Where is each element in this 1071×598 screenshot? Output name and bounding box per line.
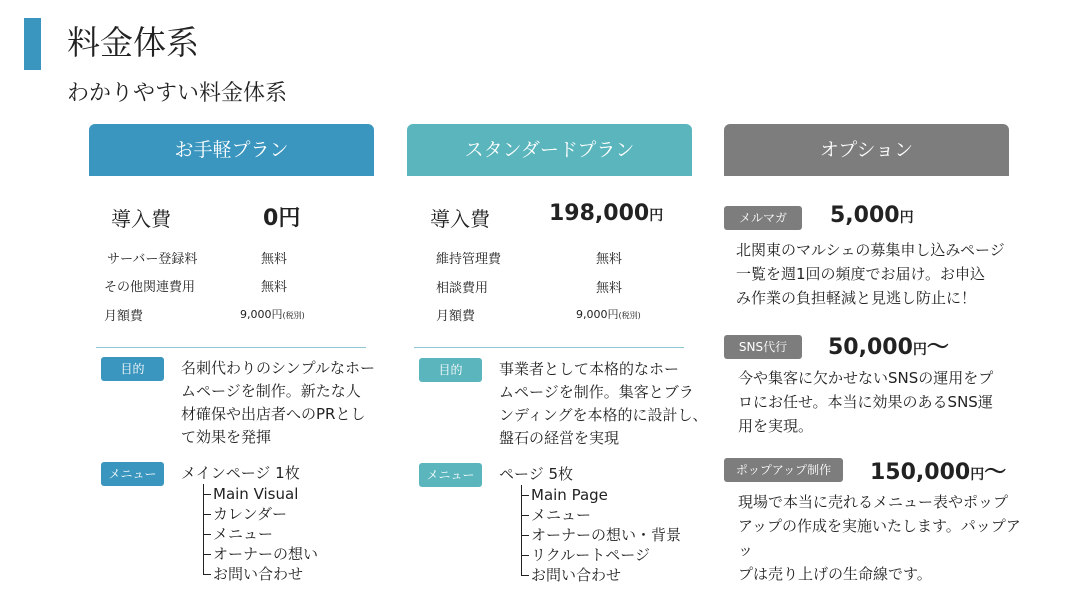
list-item: リクルートページ xyxy=(521,545,681,565)
setup-fee-label: 導入費 xyxy=(111,207,171,231)
list-item: Main Page xyxy=(521,485,681,505)
list-item: お問い合わせ xyxy=(203,564,318,584)
fee-item-label: サーバー登録料 xyxy=(107,252,198,267)
list-item: カレンダー xyxy=(203,504,318,524)
option-description-mailmag: 北関東のマルシェの募集申し込みページ 一覧を週1回の頻度でお届け。お申込 み作業の負担軽減と見逃し防止に！ xyxy=(736,241,1005,307)
purpose-badge: 目的 xyxy=(101,357,164,381)
section-divider xyxy=(96,347,366,348)
option-badge-popup: ポップアップ制作 xyxy=(724,458,843,482)
options-header: オプション xyxy=(724,124,1009,176)
section-divider xyxy=(414,347,684,348)
options-card xyxy=(724,124,1009,176)
setup-fee-value: 0円 xyxy=(263,206,301,231)
title-accent-bar xyxy=(24,18,41,70)
page-subtitle: わかりやすい料金体系 xyxy=(67,81,288,106)
list-item: オーナーの想い・背景 xyxy=(521,525,681,545)
purpose-badge: 目的 xyxy=(419,358,482,382)
fee-item-value: 無料 xyxy=(261,280,288,295)
list-item: メニュー xyxy=(203,524,318,544)
option-badge-sns: SNS代行 xyxy=(724,335,802,359)
menu-heading: メインページ 1枚 xyxy=(181,464,300,482)
fee-item-label: 維持管理費 xyxy=(436,252,502,267)
list-item: お問い合わせ xyxy=(521,565,681,585)
setup-fee-label: 導入費 xyxy=(430,207,490,231)
setup-fee-value: 198,000円 xyxy=(549,201,664,226)
option-description-popup: 現場で本当に売れるメニュー表やポップ アップの作成を実施いたします。パップアッ プは売り上げの生命線です。 xyxy=(738,493,1021,583)
option-price-sns: 50,000円〜 xyxy=(828,335,949,360)
plan-card-basic xyxy=(89,124,374,176)
list-item: メニュー xyxy=(521,505,681,525)
option-price-mailmag: 5,000円 xyxy=(830,203,914,228)
option-description-sns: 今や集客に欠かせないSNSの運用をプ ロにお任せ。本当に効果のあるSNS運 用を実現。 xyxy=(738,369,994,435)
option-badge-mailmag: メルマガ xyxy=(724,206,802,230)
monthly-fee-value: 9,000円(税別) xyxy=(240,308,305,321)
fee-item-label: 相談費用 xyxy=(436,281,489,296)
fee-item-value: 無料 xyxy=(261,252,288,267)
purpose-description: 事業者として本格的なホー ムページを制作。集客とブラ ンディングを本格的に設計し、 盤石の経営を実現 xyxy=(499,360,708,447)
plan-card-standard xyxy=(407,124,692,176)
monthly-fee-label: 月額費 xyxy=(436,309,476,324)
list-item: Main Visual xyxy=(203,484,318,504)
monthly-fee-label: 月額費 xyxy=(104,309,144,324)
menu-badge: メニュー xyxy=(101,462,164,486)
fee-item-label: その他関連費用 xyxy=(104,280,196,295)
list-item: オーナーの想い xyxy=(203,544,318,564)
page-title: 料金体系 xyxy=(67,23,199,62)
purpose-description: 名刺代わりのシンプルなホー ムページを制作。新たな人 材確保や出店者へのPRとし て効果を発揮 xyxy=(181,359,376,446)
menu-list xyxy=(521,485,681,585)
menu-list xyxy=(203,484,318,584)
fee-item-value: 無料 xyxy=(596,252,623,267)
menu-badge: メニュー xyxy=(419,463,482,487)
fee-item-value: 無料 xyxy=(596,281,623,296)
monthly-fee-value: 9,000円(税別) xyxy=(576,308,641,321)
option-price-popup: 150,000円〜 xyxy=(870,460,1007,485)
plan-header-basic: お手軽プラン xyxy=(89,124,374,176)
plan-header-standard: スタンダードプラン xyxy=(407,124,692,176)
menu-heading: ページ 5枚 xyxy=(499,465,574,483)
